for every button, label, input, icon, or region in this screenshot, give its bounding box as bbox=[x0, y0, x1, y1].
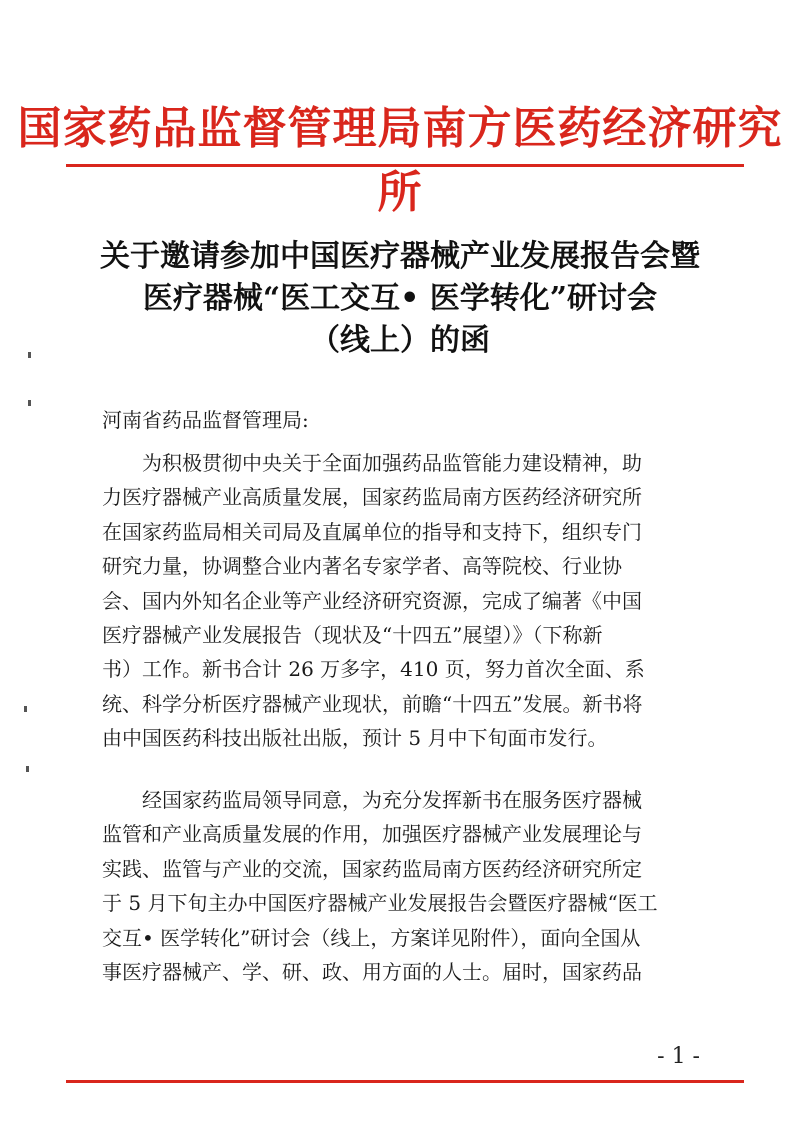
document-title bbox=[0, 236, 800, 362]
paragraph-line: 于 5 月下旬主办中国医疗器械产业发展报告会暨医疗器械“医工 bbox=[102, 891, 658, 916]
paragraph-line: 书）工作。新书合计 26 万多字，410 页，努力首次全面、系 bbox=[102, 657, 645, 682]
paragraph-line: 为积极贯彻中央关于全面加强药品监管能力建设精神，助 bbox=[102, 451, 642, 475]
title-line: （线上）的函 bbox=[310, 323, 490, 358]
letterhead-red-rule bbox=[66, 164, 744, 167]
scan-speck bbox=[26, 766, 29, 772]
paragraph-line: 由中国医药科技出版社出版，预计 5 月中下旬面市发行。 bbox=[102, 726, 608, 751]
scan-speck bbox=[28, 400, 31, 406]
scan-speck bbox=[24, 706, 27, 712]
paragraph-line: 力医疗器械产业高质量发展，国家药监局南方医药经济研究所 bbox=[102, 485, 642, 510]
paragraph-line: 实践、监管与产业的交流，国家药监局南方医药经济研究所定 bbox=[102, 856, 642, 881]
page-number: - 1 - bbox=[657, 1044, 700, 1069]
body-paragraph-2 bbox=[102, 783, 702, 989]
paragraph-line: 经国家药监局领导同意，为充分发挥新书在服务医疗器械 bbox=[102, 788, 642, 812]
paragraph-line: 交互• 医学转化”研讨会（线上，方案详见附件），面向全国从 bbox=[102, 925, 641, 950]
agency-letterhead: 国家药品监督管理局南方医药经济研究所 bbox=[17, 103, 783, 218]
paragraph-line: 统、科学分析医疗器械产业现状，前瞻“十四五”发展。新书将 bbox=[102, 691, 643, 716]
footer-red-rule bbox=[66, 1080, 744, 1083]
scan-speck bbox=[28, 352, 31, 358]
paragraph-line: 研究力量，协调整合业内著名专家学者、高等院校、行业协 bbox=[102, 554, 622, 579]
paragraph-line: 监管和产业高质量发展的作用，加强医疗器械产业发展理论与 bbox=[102, 822, 642, 847]
paragraph-line: 会、国内外知名企业等产业经济研究资源，完成了编著《中国 bbox=[102, 588, 642, 613]
paragraph-line: 医疗器械产业发展报告（现状及“十四五”展望）》（下称新 bbox=[102, 622, 603, 647]
recipient-salutation: 河南省药品监督管理局: bbox=[102, 408, 309, 432]
title-line: 关于邀请参加中国医疗器械产业发展报告会暨 bbox=[100, 239, 700, 274]
paragraph-line: 事医疗器械产、学、研、政、用方面的人士。届时，国家药品 bbox=[102, 959, 642, 984]
body-paragraph-1 bbox=[102, 446, 702, 756]
title-line: 医疗器械“医工交互• 医学转化”研讨会 bbox=[142, 281, 658, 316]
paragraph-line: 在国家药监局相关司局及直属单位的指导和支持下，组织专门 bbox=[102, 519, 642, 544]
